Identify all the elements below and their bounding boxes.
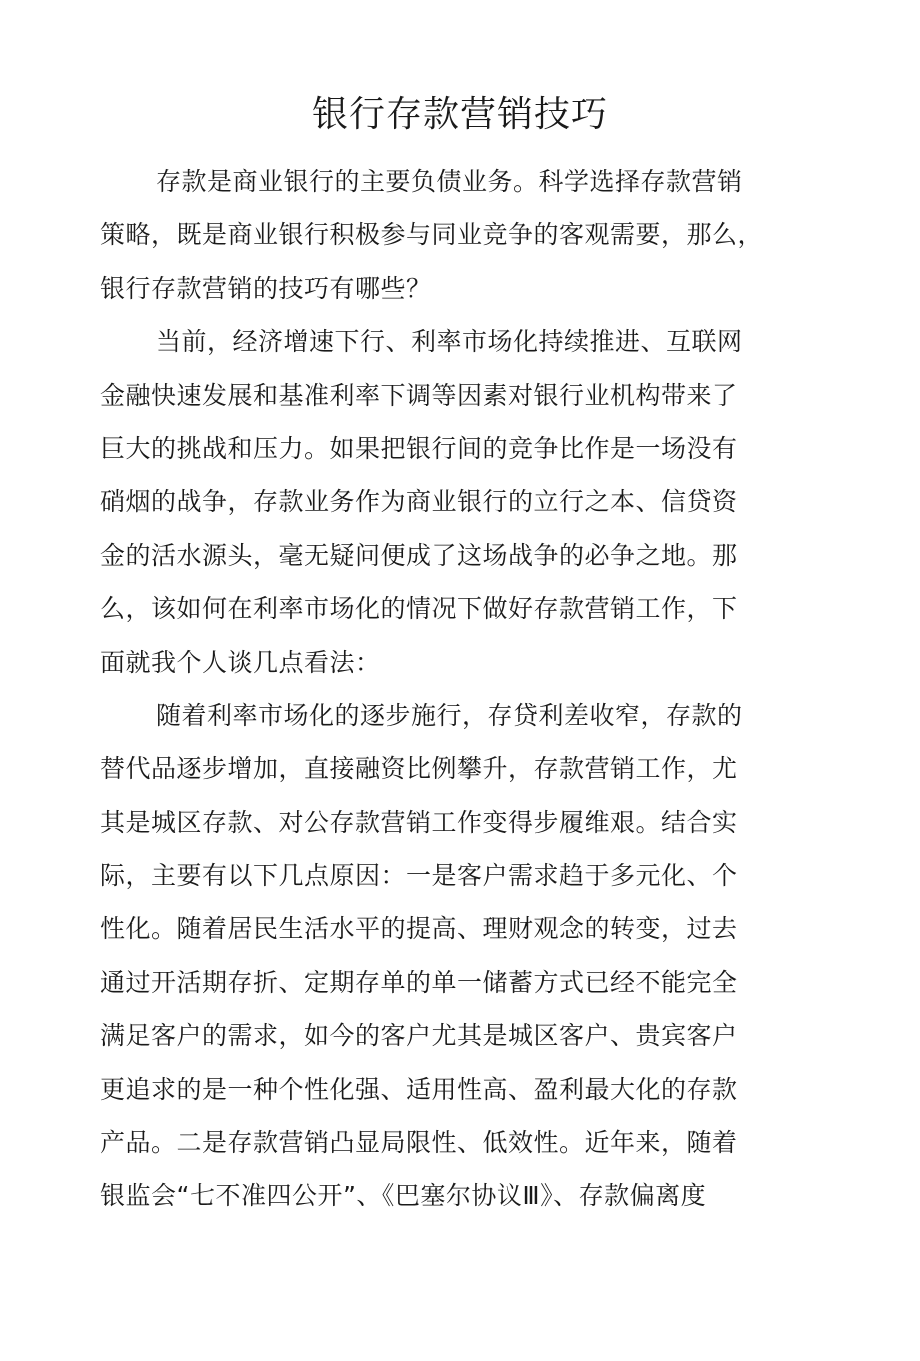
paragraph-line: 银监会“七不准四公开”、《巴塞尔协议Ⅲ》、存款偏离度 <box>100 1181 707 1211</box>
paragraph-line: 更追求的是一种个性化强、适用性高、盈利最大化的存款 <box>100 1074 738 1104</box>
paragraph-line: 当前，经济增速下行、利率市场化持续推进、互联网 <box>156 327 743 357</box>
document-body <box>100 155 820 1223</box>
paragraph-line: 银行存款营销的技巧有哪些？ <box>100 273 432 303</box>
paragraph-line: 其是城区存款、对公存款营销工作变得步履维艰。结合实 <box>100 807 738 837</box>
paragraph-line: 满足客户的需求，如今的客户尤其是城区客户、贵宾客户 <box>100 1021 738 1051</box>
paragraph-line: 替代品逐步增加，直接融资比例攀升，存款营销工作，尤 <box>100 754 738 784</box>
paragraph-line: 策略，既是商业银行积极参与同业竞争的客观需要，那么， <box>100 220 764 250</box>
paragraph-line: 金融快速发展和基准利率下调等因素对银行业机构带来了 <box>100 380 738 410</box>
paragraph-1 <box>100 155 820 315</box>
document-title: 银行存款营销技巧 <box>311 94 608 135</box>
paragraph-line: 通过开活期存折、定期存单的单一储蓄方式已经不能完全 <box>100 967 738 997</box>
paragraph-line: 际，主要有以下几点原因：一是客户需求趋于多元化、个 <box>100 861 738 891</box>
paragraph-line: 巨大的挑战和压力。如果把银行间的竞争比作是一场没有 <box>100 433 738 463</box>
paragraph-line: 产品。二是存款营销凸显局限性、低效性。近年来，随着 <box>100 1128 738 1158</box>
paragraph-line: 性化。随着居民生活水平的提高、理财观念的转变，过去 <box>100 914 738 944</box>
paragraph-line: 金的活水源头，毫无疑问便成了这场战争的必争之地。那 <box>100 540 738 570</box>
paragraph-line: 么，该如何在利率市场化的情况下做好存款营销工作，下 <box>100 594 738 624</box>
paragraph-3 <box>100 689 820 1223</box>
paragraph-2 <box>100 315 820 689</box>
paragraph-line: 面就我个人谈几点看法： <box>100 647 381 677</box>
paragraph-line: 随着利率市场化的逐步施行，存贷利差收窄，存款的 <box>156 700 743 730</box>
paragraph-line: 硝烟的战争，存款业务作为商业银行的立行之本、信贷资 <box>100 487 738 517</box>
paragraph-line: 存款是商业银行的主要负债业务。科学选择存款营销 <box>156 167 743 196</box>
